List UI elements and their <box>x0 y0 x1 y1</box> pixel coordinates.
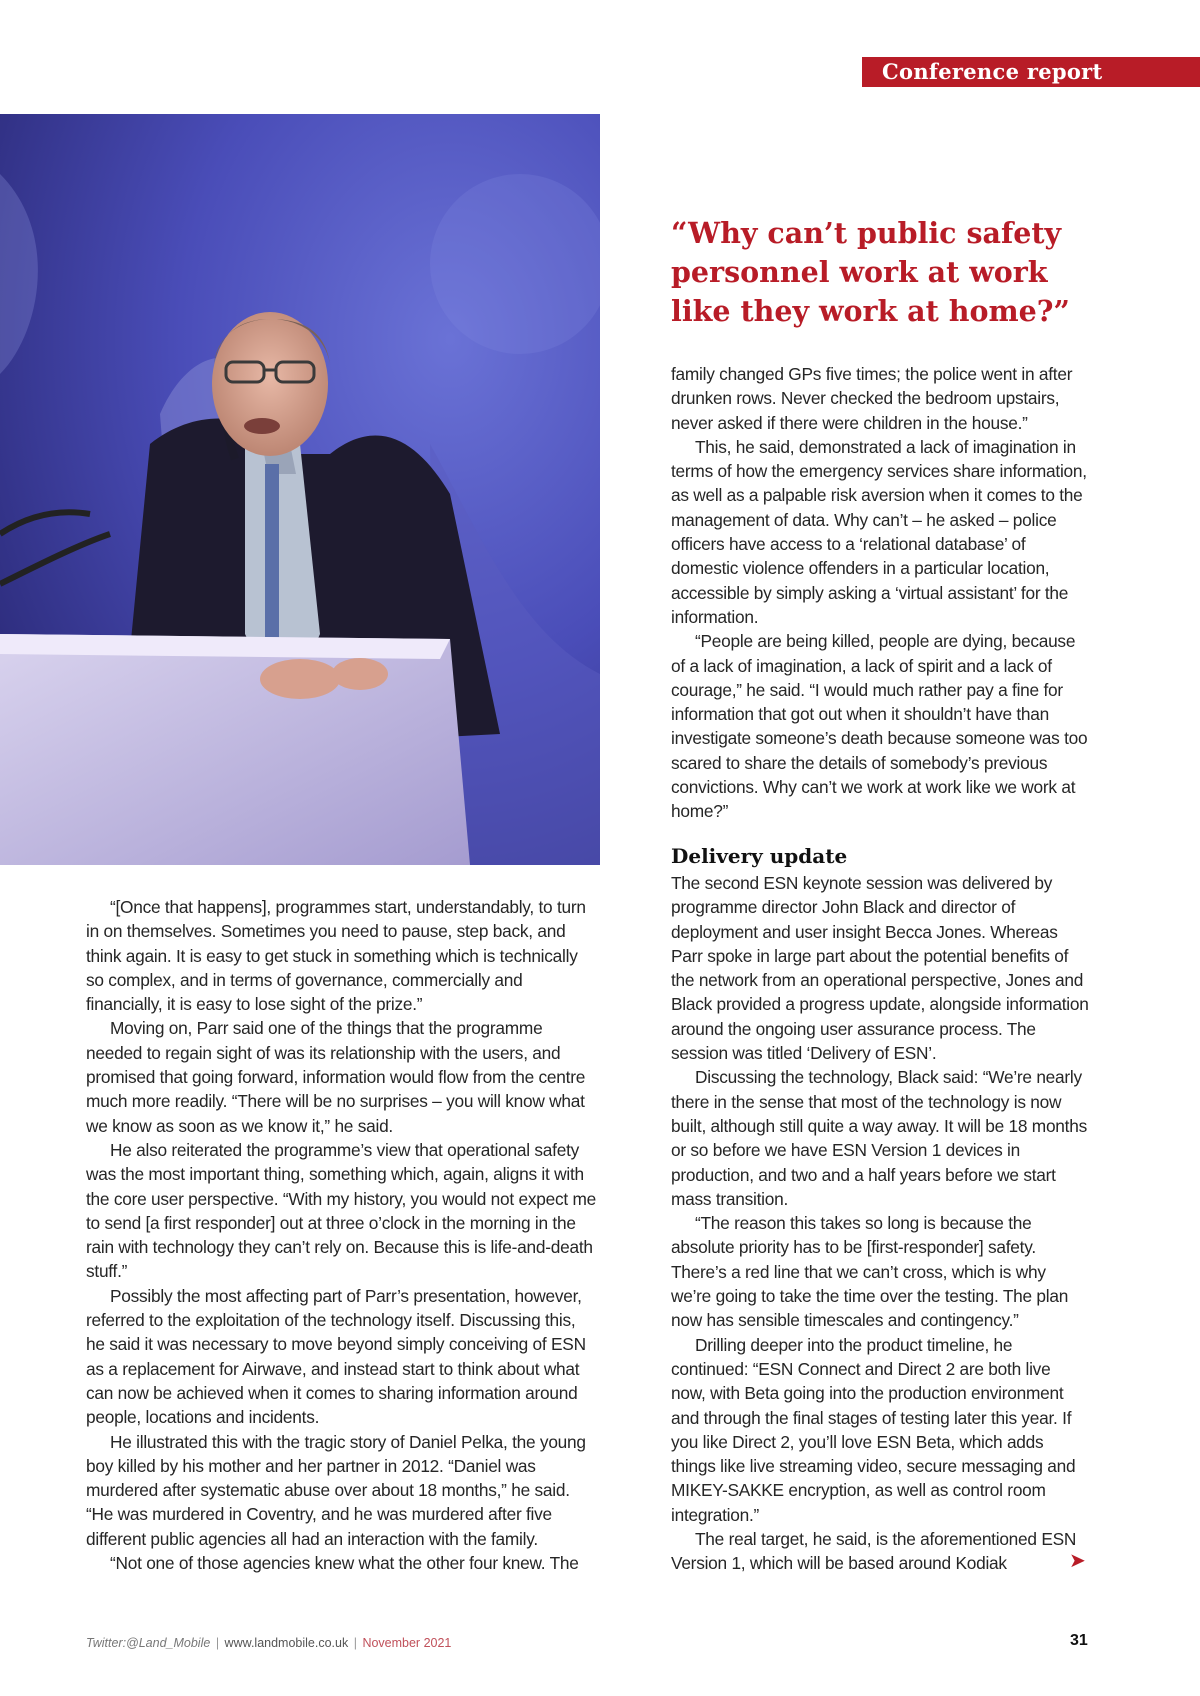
paragraph: family changed GPs five times; the police went in after drunken rows. Never checked the bedroom upstairs, never asked if there were children in the house.” <box>671 364 1073 433</box>
paragraph: “Not one of those agencies knew what the other four knew. The <box>110 1553 579 1574</box>
paragraph: “[Once that happens], programmes start, understandably, to turn in on themselves. Sometimes you need to pause, step back, and think again. It is easy to get stuck in something which is technically so complex, and in terms of governance, commercially and financially, it is easy to lose sight of the prize.” <box>86 897 586 1015</box>
subheading-delivery-update: Delivery update <box>671 844 848 868</box>
footer-separator: | <box>215 1636 220 1650</box>
pull-quote: “Why can’t public safety personnel work at work like they work at home?” <box>671 216 1070 328</box>
paragraph: “People are being killed, people are dying, because of a lack of imagination, a lack of spirit and a lack of courage,” he said. “I would much rather pay a fine for information that got out when it shouldn’t have than investigate someone’s death because someone was too scared to share the details of somebody’s previous convictions. Why can’t we work at work like we work at home?” <box>671 631 1088 822</box>
right-column-top <box>671 362 1089 824</box>
paragraph: He illustrated this with the tragic story of Daniel Pelka, the young boy killed by his mother and her partner in 2012. “Daniel was murdered after systematic abuse over about 18 months,” he said. “He was murdered in Coventry, and he was murdered after five different public agencies all had an interaction with the family. <box>86 1431 586 1549</box>
paragraph: Moving on, Parr said one of the things that the programme needed to regain sight of was its relationship with the users, and promised that going forward, information would flow from the centre much more readily. “There will be no surprises – you will know what we know as soon as we know it,” he said. <box>86 1018 586 1136</box>
footer-separator: | <box>353 1636 357 1650</box>
footer-twitter: Twitter:@Land_Mobile <box>86 1636 211 1650</box>
footer-website-link[interactable]: www.landmobile.co.uk <box>224 1636 349 1650</box>
paragraph: Discussing the technology, Black said: “We’re nearly there in the sense that most of the technology is now built, although still quite a way away. It will be 18 months or so before we have ESN Version 1 devices in production, and two and a half years before we start mass transition. <box>671 1067 1087 1209</box>
section-label: Conference report <box>862 57 1200 87</box>
paragraph: Possibly the most affecting part of Parr’s presentation, however, referred to the exploitation of the technology itself. Discussing this, he said it was necessary to move beyond simply conceiving of ESN as a replacement for Airwave, and instead start to think about what can now be achieved when it comes to sharing information around people, locations and incidents. <box>86 1285 586 1428</box>
page-number: 31 <box>1070 1632 1088 1649</box>
footer <box>86 1636 451 1650</box>
paragraph: “The reason this takes so long is because the absolute priority has to be [first-responder] safety. There’s a red line that we can’t cross, which is why we’re going to take the time over the testing. The plan now has sensible timescales and contingency.” <box>671 1213 1069 1331</box>
speaker-photo <box>0 114 600 865</box>
left-column <box>86 895 596 1575</box>
paragraph: Drilling deeper into the product timeline, he continued: “ESN Connect and Direct 2 are both live now, with Beta going into the production environment and through the final stages of testing later this year. If you like Direct 2, you’ll love ESN Beta, which adds things like live streaming video, secure messaging and MIKEY-SAKKE encryption, as well as control room integration.” <box>671 1334 1076 1525</box>
footer-date: November 2021 <box>362 1636 452 1650</box>
paragraph: The real target, he said, is the aforementioned ESN Version 1, which will be based around Kodiak <box>671 1529 1077 1574</box>
right-column-bottom <box>671 871 1089 1576</box>
paragraph: This, he said, demonstrated a lack of imagination in terms of how the emergency services share information, as well as a palpable risk aversion when it comes to the management of data. Why can’t – he asked – police officers have access to a ‘relational database’ of domestic violence offenders in a particular location, accessible by simply asking a ‘virtual assistant’ for the information. <box>671 436 1087 627</box>
arrow-right-icon: ➤ <box>1069 1550 1086 1572</box>
paragraph: He also reiterated the programme’s view that operational safety was the most important thing, something which, again, aligns it with the core user perspective. “With my history, you would not expect me to send [a first responder] out at three o’clock in the morning in the rain with technology they can’t rely on. Because this is life-and-death stuff.” <box>86 1139 596 1282</box>
paragraph: The second ESN keynote session was delivered by programme director John Black and director of deployment and user insight Becca Jones. Whereas Parr spoke in large part about the potential benefits of the network from an operational perspective, Jones and Black provided a progress update, alongside information around the ongoing user assurance process. The session was titled ‘Delivery of ESN’. <box>671 873 1089 1064</box>
